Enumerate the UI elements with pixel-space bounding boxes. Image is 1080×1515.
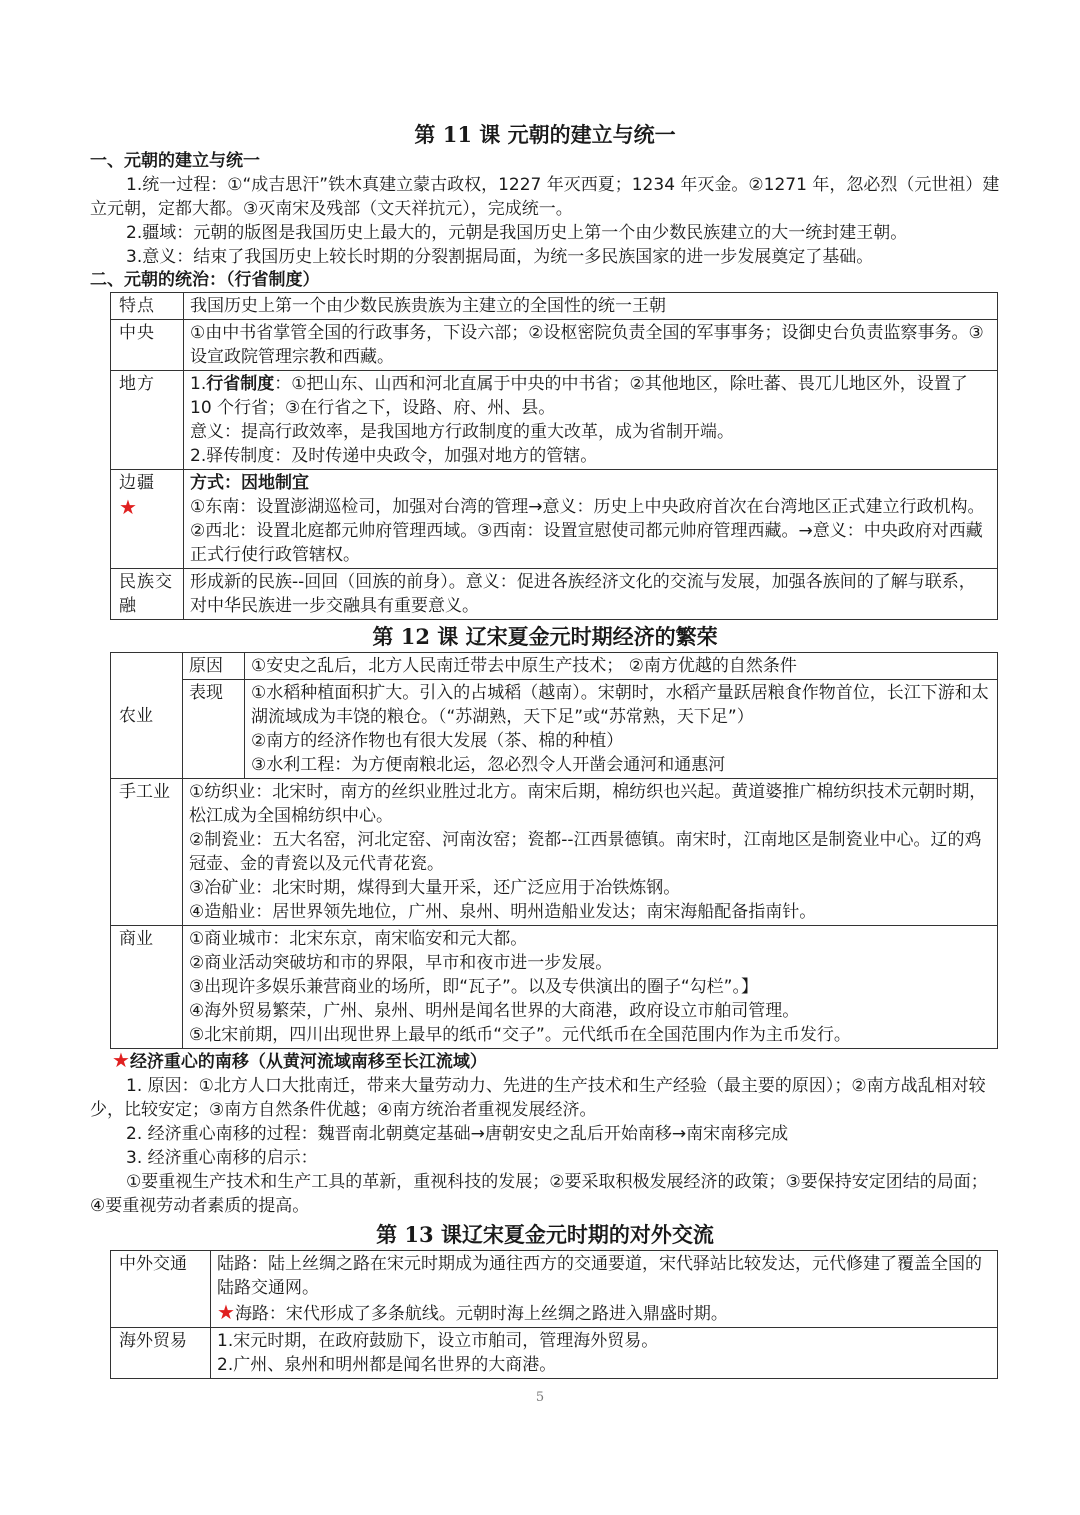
shift-process: 2. 经济重心南移的过程：魏晋南北朝奠定基础→唐朝安史之乱后开始南移→南宋南移完成 [126, 1124, 789, 1144]
row-label-commerce: 商业 [111, 926, 183, 1049]
commerce-line-3: ③出现许多娱乐兼营商业的场所，即“瓦子”。以及专供演出的圈子“勾栏”。】 [189, 977, 758, 997]
handicraft-line-1: ①纺织业：北宋时，南方的丝织业胜过北方。南宋后期，棉纺织也兴起。黄道婆推广棉纺织技术元朝时期，松江成为全国棉纺织中心。 [189, 782, 987, 826]
foreign-exchange-table [110, 1250, 998, 1379]
section2-heading: 二、元朝的统治：（行省制度） [90, 270, 320, 290]
table-row [111, 653, 998, 680]
page-number: 5 [535, 1390, 545, 1405]
star-icon: ★ [119, 495, 138, 519]
table-row [111, 320, 998, 371]
table-row [111, 1328, 998, 1379]
row-label-central: 中央 [111, 320, 184, 371]
commerce-line-1: ①商业城市：北宋东京，南宋临安和元大都。 [189, 929, 528, 949]
local-number: 1. [190, 374, 207, 394]
sea-route: 海路：宋代形成了多条航线。元朝时海上丝绸之路进入鼎盛时期。 [234, 1304, 728, 1324]
table-row [111, 371, 998, 470]
performance-line-2: ②南方的经济作物也有很大发展（茶、棉的种植） [251, 731, 624, 751]
shift-inspiration: 3. 经济重心南移的启示： [126, 1148, 318, 1168]
table-row [111, 680, 998, 779]
yuan-governance-table [110, 292, 998, 620]
row-label-local: 地方 [111, 371, 184, 470]
performance-line-3: ③水利工程：为方便南粮北运，忽必烈令人开凿会通河和通惠河 [251, 755, 726, 775]
table-row [111, 926, 998, 1049]
cause-text: ①安史之乱后，北方人民南迁带去中原生产技术； ②南方优越的自然条件 [245, 653, 998, 680]
table-row [111, 779, 998, 926]
handicraft-text [183, 779, 998, 926]
paragraph-unification: 1.统一过程：①“成吉思汗”铁木真建立蒙古政权，1227 年灭西夏；1234 年灭金。②1271 年，忽必烈（元世祖）建立元朝，定都大都。③灭南宋及残部（文天祥抗元），完成统一。 [90, 175, 1000, 219]
performance-line-1: ①水稻种植面积扩大。引入的占城稻（越南）。宋朝时，水稻产量跃居粮食作物首位，长江下游和太湖流域成为丰饶的粮仓。（“苏湖熟，天下足”或“苏常熟，天下足”） [251, 683, 989, 727]
star-icon: ★ [112, 1048, 130, 1072]
star-icon: ★ [217, 1300, 235, 1324]
economic-shift-title: 经济重心的南移（从黄河流域南移至长江流域） [129, 1052, 487, 1072]
document-page [90, 118, 1000, 1379]
table-row [111, 1251, 998, 1328]
commerce-line-5: ⑤北宋前期，四川出现世界上最早的纸币“交子”。元代纸币在全国范围内作为主币发行。 [189, 1025, 851, 1045]
row-text-feature: 我国历史上第一个由少数民族贵族为主建立的全国性的统一王朝 [184, 293, 998, 320]
frontier-method: 方式：因地制宜 [190, 473, 309, 493]
row-text-frontier [184, 470, 998, 569]
frontier-label-text: 边疆 [119, 473, 155, 493]
local-line-2: 意义：提高行政效率，是我国地方行政制度的重大改革，成为省制开端。 [190, 422, 734, 442]
sub-label-performance: 表现 [183, 680, 245, 779]
economic-shift-heading [90, 1049, 1000, 1074]
row-label-frontier [111, 470, 184, 569]
lesson13-title: 第 13 课辽宋夏金元时期的对外交流 [376, 1222, 714, 1247]
handicraft-line-2: ②制瓷业：五大名窑，河北定窑、河南汝窑；瓷都--江西景德镇。南宋时，江南地区是制瓷业中心。辽的鸡冠壶、金的青瓷以及元代青花瓷。 [189, 830, 982, 874]
row-label-handicraft: 手工业 [111, 779, 183, 926]
commerce-line-2: ②商业活动突破坊和市的界限，早市和夜市进一步发展。 [189, 953, 613, 973]
row-label-traffic: 中外交通 [111, 1251, 211, 1328]
row-text-local [184, 371, 998, 470]
row-label-feature: 特点 [111, 293, 184, 320]
trade-text [211, 1328, 998, 1379]
table-row [111, 569, 998, 620]
shift-cause: 1. 原因：①北方人口大批南迁，带来大量劳动力、先进的生产技术和生产经验（最主要的原因）；②南方战乱相对较少，比较安定；③南方自然条件优越；④南方统治者重视发展经济。 [90, 1076, 986, 1120]
lesson12-title: 第 12 课 辽宋夏金元时期经济的繁荣 [372, 624, 718, 649]
performance-text [245, 680, 998, 779]
commerce-line-4: ④海外贸易繁荣，广州、泉州、明州是闻名世界的大商港，政府设立市舶司管理。 [189, 1001, 800, 1021]
paragraph-significance: 3.意义：结束了我国历史上较长时期的分裂割据局面，为统一多民族国家的进一步发展奠定了基础。 [126, 247, 874, 267]
row-label-ethnic: 民族交融 [111, 569, 184, 620]
frontier-details: ①东南：设置澎湖巡检司，加强对台湾的管理→意义：历史上中央政府首次在台湾地区正式建立行政机构。②西北：设置北庭都元帅府管理西域。③西南：设置宣慰使司都元帅府管理西藏。→意义：中央政府对西藏正式行使行政管辖权。 [190, 497, 985, 565]
handicraft-line-3: ③冶矿业：北宋时期，煤得到大量开采，还广泛应用于冶铁炼钢。 [189, 878, 681, 898]
province-system-term: 行省制度 [206, 374, 275, 394]
table-row [111, 470, 998, 569]
economy-table [110, 652, 998, 1049]
traffic-text [211, 1251, 998, 1328]
row-label-agriculture: 农业 [111, 653, 183, 779]
paragraph-territory: 2.疆域：元朝的版图是我国历史上最大的，元朝是我国历史上第一个由少数民族建立的大一统封建王朝。 [126, 223, 908, 243]
row-label-trade: 海外贸易 [111, 1328, 211, 1379]
local-line-1 [190, 372, 991, 420]
trade-line-2: 2.广州、泉州和明州都是闻名世界的大商港。 [217, 1355, 557, 1375]
sea-route-line [217, 1300, 991, 1326]
land-route: 陆路：陆上丝绸之路在宋元时期成为通往西方的交通要道，宋代驿站比较发达，元代修建了覆盖全国的陆路交通网。 [217, 1254, 982, 1298]
lesson11-title: 第 11 课 元朝的建立与统一 [414, 122, 676, 147]
section1-heading: 一、元朝的建立与统一 [90, 151, 260, 171]
local-line-3: 2.驿传制度：及时传递中央政令，加强对地方的管辖。 [190, 446, 598, 466]
row-text-central: ①由中书省掌管全国的行政事务，下设六部；②设枢密院负责全国的军事事务；设御史台负责监察事务。③设宣政院管理宗教和西藏。 [184, 320, 998, 371]
sub-label-cause: 原因 [183, 653, 245, 680]
row-text-ethnic: 形成新的民族--回回（回族的前身）。意义：促进各族经济文化的交流与发展，加强各族间的了解与联系，对中华民族进一步交融具有重要意义。 [184, 569, 998, 620]
trade-line-1: 1.宋元时期，在政府鼓励下，设立市舶司，管理海外贸易。 [217, 1331, 659, 1351]
table-row [111, 293, 998, 320]
handicraft-line-4: ④造船业：居世界领先地位，广州、泉州、明州造船业发达；南宋海船配备指南针。 [189, 902, 817, 922]
local-line-1-text: ：①把山东、山西和河北直属于中央的中书省；②其他地区，除吐蕃、畏兀儿地区外，设置了 10 个行省；③在行省之下，设路、府、州、县。 [190, 374, 968, 418]
shift-inspiration-details: ①要重视生产技术和生产工具的革新，重视科技的发展；②要采取积极发展经济的政策；③要保持安定团结的局面；④要重视劳动者素质的提高。 [90, 1172, 988, 1216]
commerce-text [183, 926, 998, 1049]
